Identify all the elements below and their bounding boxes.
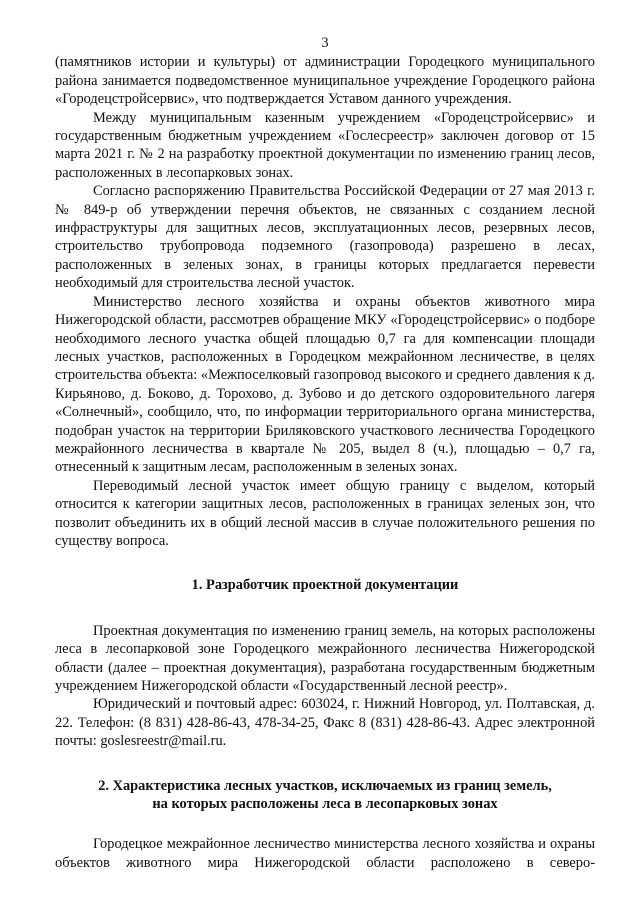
paragraph: Переводимый лесной участок имеет общую границу с выделом, который относится к категории защитных лесов, расположенных в границах зеленых зон, что позволит объединить их в общий лесной массив в случае положительного решения по существу вопроса. [55, 477, 595, 549]
section-heading-developer: 1. Разработчик проектной документации [191, 577, 459, 594]
heading-line: 2. Характеристика лесных участков, исключаемых из границ земель, [98, 777, 552, 794]
page-number: 3 [321, 35, 329, 51]
paragraph: Между муниципальным казенным учреждением «Городецстройсервис» и государственным бюджетным учреждением «Гослесреестр» заключен договор от 15 марта 2021 г. № 2 на разработку проектной документации по изменению границ лесов, расположенных в лесопарковых зонах. [55, 109, 595, 181]
paragraph: Согласно распоряжению Правительства Российской Федерации от 27 мая 2013 г. № 849-р об утверждении перечня объектов, не связанных с созданием лесной инфраструктуры для защитных лесов, эксплуатационных лесов, резервных лесов, строительство трубопровода подземного (газопровода) разрешено в лесах, расположенных в зеленых зонах, в границы которых предлагается перевести необходимый для строительства лесной участок. [55, 183, 595, 292]
paragraph: Министерство лесного хозяйства и охраны объектов животного мира Нижегородской области, рассмотрев обращение МКУ «Городецстройсервис» о подборе необходимого лесного участка общей площадью 0,7 га для компенсации площади лесных участков, расположенных в Городецком межрайонном лесничестве, в целях строительства объекта: «Межпоселковый газопровод высокого и среднего давления к д. Кирьяново, д. Боково, д. Торохово, д. Зубово и до детского оздоровительного лагеря «Солнечный», сообщило, что, по информации территориального органа министерства, подобран участок на территории Бриляковского участкового лесничества Городецкого межрайонного лесничества в квартале № 205, выдел 8 (ч.), площадью – 0,7 га, отнесенный к защитным лесам, расположенным в зеленых зонах. [55, 293, 595, 476]
heading-line: на которых расположены леса в лесопарковых зонах [152, 796, 498, 813]
paragraph: Городецкое межрайонное лесничество министерства лесного хозяйства и охраны объектов животного мира Нижегородской области расположено в северо- [55, 836, 595, 871]
document-page [55, 34, 595, 872]
section-heading-characteristics [55, 777, 595, 814]
paragraph: Юридический и почтовый адрес: 603024, г. Нижний Новгород, ул. Полтавская, д. 22. Телефон: (8 831) 428-86-43, 478-34-25, Факс 8 (831) 428-86-43. Адрес электронной почты: goslesreestr@mail.ru. [55, 696, 595, 750]
paragraph: Проектная документация по изменению границ земель, на которых расположены леса в лесопарковой зоне Городецкого межрайонного лесничества Нижегородской области (далее – проектная документация), разработана государственным бюджетным учреждением Нижегородской области «Государственный лесной реестр». [55, 622, 595, 694]
paragraph: (памятников истории и культуры) от администрации Городецкого муниципального района занимается подведомственное муниципальное учреждение Городецкого района «Городецстройсервис», что подтверждается Уставом данного учреждения. [55, 54, 595, 108]
